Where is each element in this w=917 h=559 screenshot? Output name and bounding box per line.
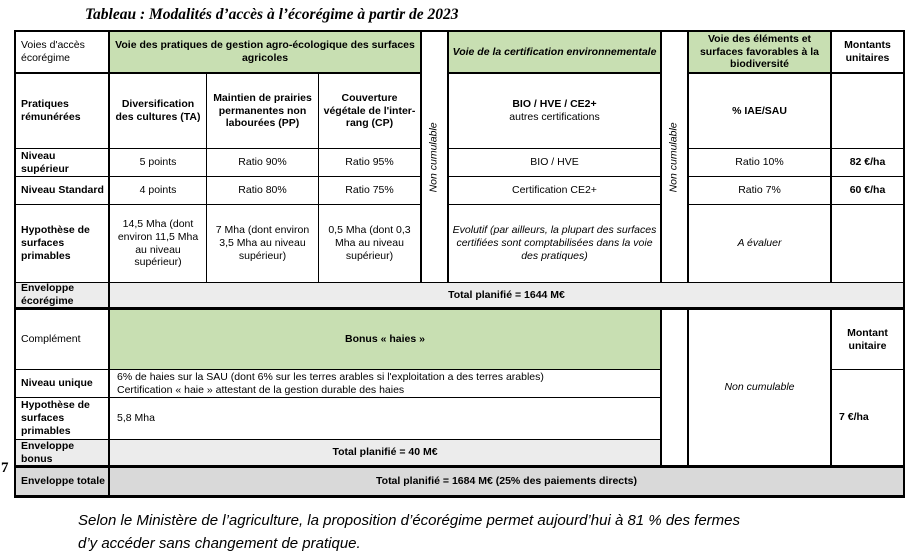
- header-montants-unitaires: Montants unitaires: [832, 32, 903, 74]
- cell-pratique-ta: Diversification des cultures (TA): [110, 74, 207, 149]
- row-label-hypothese-bonus: Hypothèse de surfaces primables: [16, 398, 110, 440]
- niveau-unique-line2: Certification « haie » attestant de la gestion durable des haies: [117, 383, 405, 396]
- cell-std-certification: Certification CE2+: [449, 177, 662, 205]
- cell-pratique-pp: Maintien de prairies permanentes non labourées (PP): [207, 74, 319, 149]
- certification-line1: BIO / HVE / CE2+: [512, 98, 597, 111]
- cell-std-montant: 60 €/ha: [832, 177, 903, 205]
- cell-bonus-non-cumulable: Non cumulable: [689, 310, 832, 468]
- page-number: 7: [1, 460, 9, 476]
- certification-line2: autres certifications: [509, 111, 600, 123]
- row-label-hypothese: Hypothèse de surfaces primables: [16, 205, 110, 283]
- cell-sup-cp: Ratio 95%: [319, 149, 422, 177]
- cell-hyp-biodiversite: A évaluer: [689, 205, 832, 283]
- row-label-complement: Complément: [16, 310, 110, 370]
- cell-std-cp: Ratio 75%: [319, 177, 422, 205]
- row-label-enveloppe-bonus: Enveloppe bonus: [16, 440, 110, 468]
- cell-hyp-ta: 14,5 Mha (dont environ 11,5 Mha au niveau supérieur): [110, 205, 207, 283]
- cell-niveau-unique: [110, 370, 662, 398]
- cell-sup-biodiversite: Ratio 10%: [689, 149, 832, 177]
- non-cumulable-left: Non cumulable: [422, 32, 449, 283]
- ecoregime-table: [14, 30, 905, 498]
- table-title: Tableau : Modalités d’accès à l’écorégime à partir de 2023: [85, 6, 459, 23]
- cell-montant-vide-pratiques: [832, 74, 903, 149]
- cell-montant-vide-hypothese: [832, 205, 903, 283]
- cell-hyp-pp: 7 Mha (dont environ 3,5 Mha au niveau supérieur): [207, 205, 319, 283]
- spacer-column-bonus: [662, 310, 689, 468]
- cell-hyp-certification: Evolutif (par ailleurs, la plupart des surfaces certifiées sont comptabilisées dans la voie des pratiques): [449, 205, 662, 283]
- header-voie-pratiques: Voie des pratiques de gestion agro-écologique des surfaces agricoles: [110, 32, 422, 74]
- footnote-line2: d’y accéder sans changement de pratique.: [78, 535, 361, 552]
- header-voie-biodiversite: Voie des éléments et surfaces favorables à la biodiversité: [689, 32, 832, 74]
- row-label-niveau-standard: Niveau Standard: [16, 177, 110, 205]
- niveau-unique-line1: 6% de haies sur la SAU (dont 6% sur les terres arables si l'exploitation a des terres arables): [117, 371, 544, 383]
- cell-bonus-haies: Bonus « haies »: [110, 310, 662, 370]
- cell-bonus-montant: 7 €/ha: [832, 370, 903, 468]
- cell-total-general: Total planifié = 1684 M€ (25% des paiements directs): [110, 468, 903, 495]
- cell-pratique-biodiversite: % IAE/SAU: [689, 74, 832, 149]
- header-voies-acces: Voies d'accès écorégime: [16, 32, 110, 74]
- cell-pratique-certification: [449, 74, 662, 149]
- cell-total-bonus: Total planifié = 40 M€: [110, 440, 662, 468]
- cell-std-biodiversite: Ratio 7%: [689, 177, 832, 205]
- cell-std-ta: 4 points: [110, 177, 207, 205]
- row-label-niveau-superieur: Niveau supérieur: [16, 149, 110, 177]
- footnote-line1: Selon le Ministère de l’agriculture, la proposition d’écorégime permet aujourd’hui à 81 % des fermes: [78, 512, 741, 529]
- cell-sup-certification: BIO / HVE: [449, 149, 662, 177]
- row-label-enveloppe-ecoregime: Enveloppe écorégime: [16, 283, 110, 310]
- cell-hyp-cp: 0,5 Mha (dont 0,3 Mha au niveau supérieur): [319, 205, 422, 283]
- non-cumulable-right: Non cumulable: [662, 32, 689, 283]
- header-montant-unitaire: Montant unitaire: [832, 310, 903, 370]
- cell-sup-pp: Ratio 90%: [207, 149, 319, 177]
- cell-std-pp: Ratio 80%: [207, 177, 319, 205]
- cell-hypothese-bonus: 5,8 Mha: [110, 398, 662, 440]
- footnote: [78, 509, 740, 555]
- cell-total-ecoregime: Total planifié = 1644 M€: [110, 283, 903, 310]
- header-voie-certification: Voie de la certification environnementale: [449, 32, 662, 74]
- row-label-niveau-unique: Niveau unique: [16, 370, 110, 398]
- row-label-enveloppe-totale: Enveloppe totale: [16, 468, 110, 495]
- row-label-pratiques: Pratiques rémunérées: [16, 74, 110, 149]
- cell-sup-ta: 5 points: [110, 149, 207, 177]
- cell-sup-montant: 82 €/ha: [832, 149, 903, 177]
- cell-pratique-cp: Couverture végétale de l'inter-rang (CP): [319, 74, 422, 149]
